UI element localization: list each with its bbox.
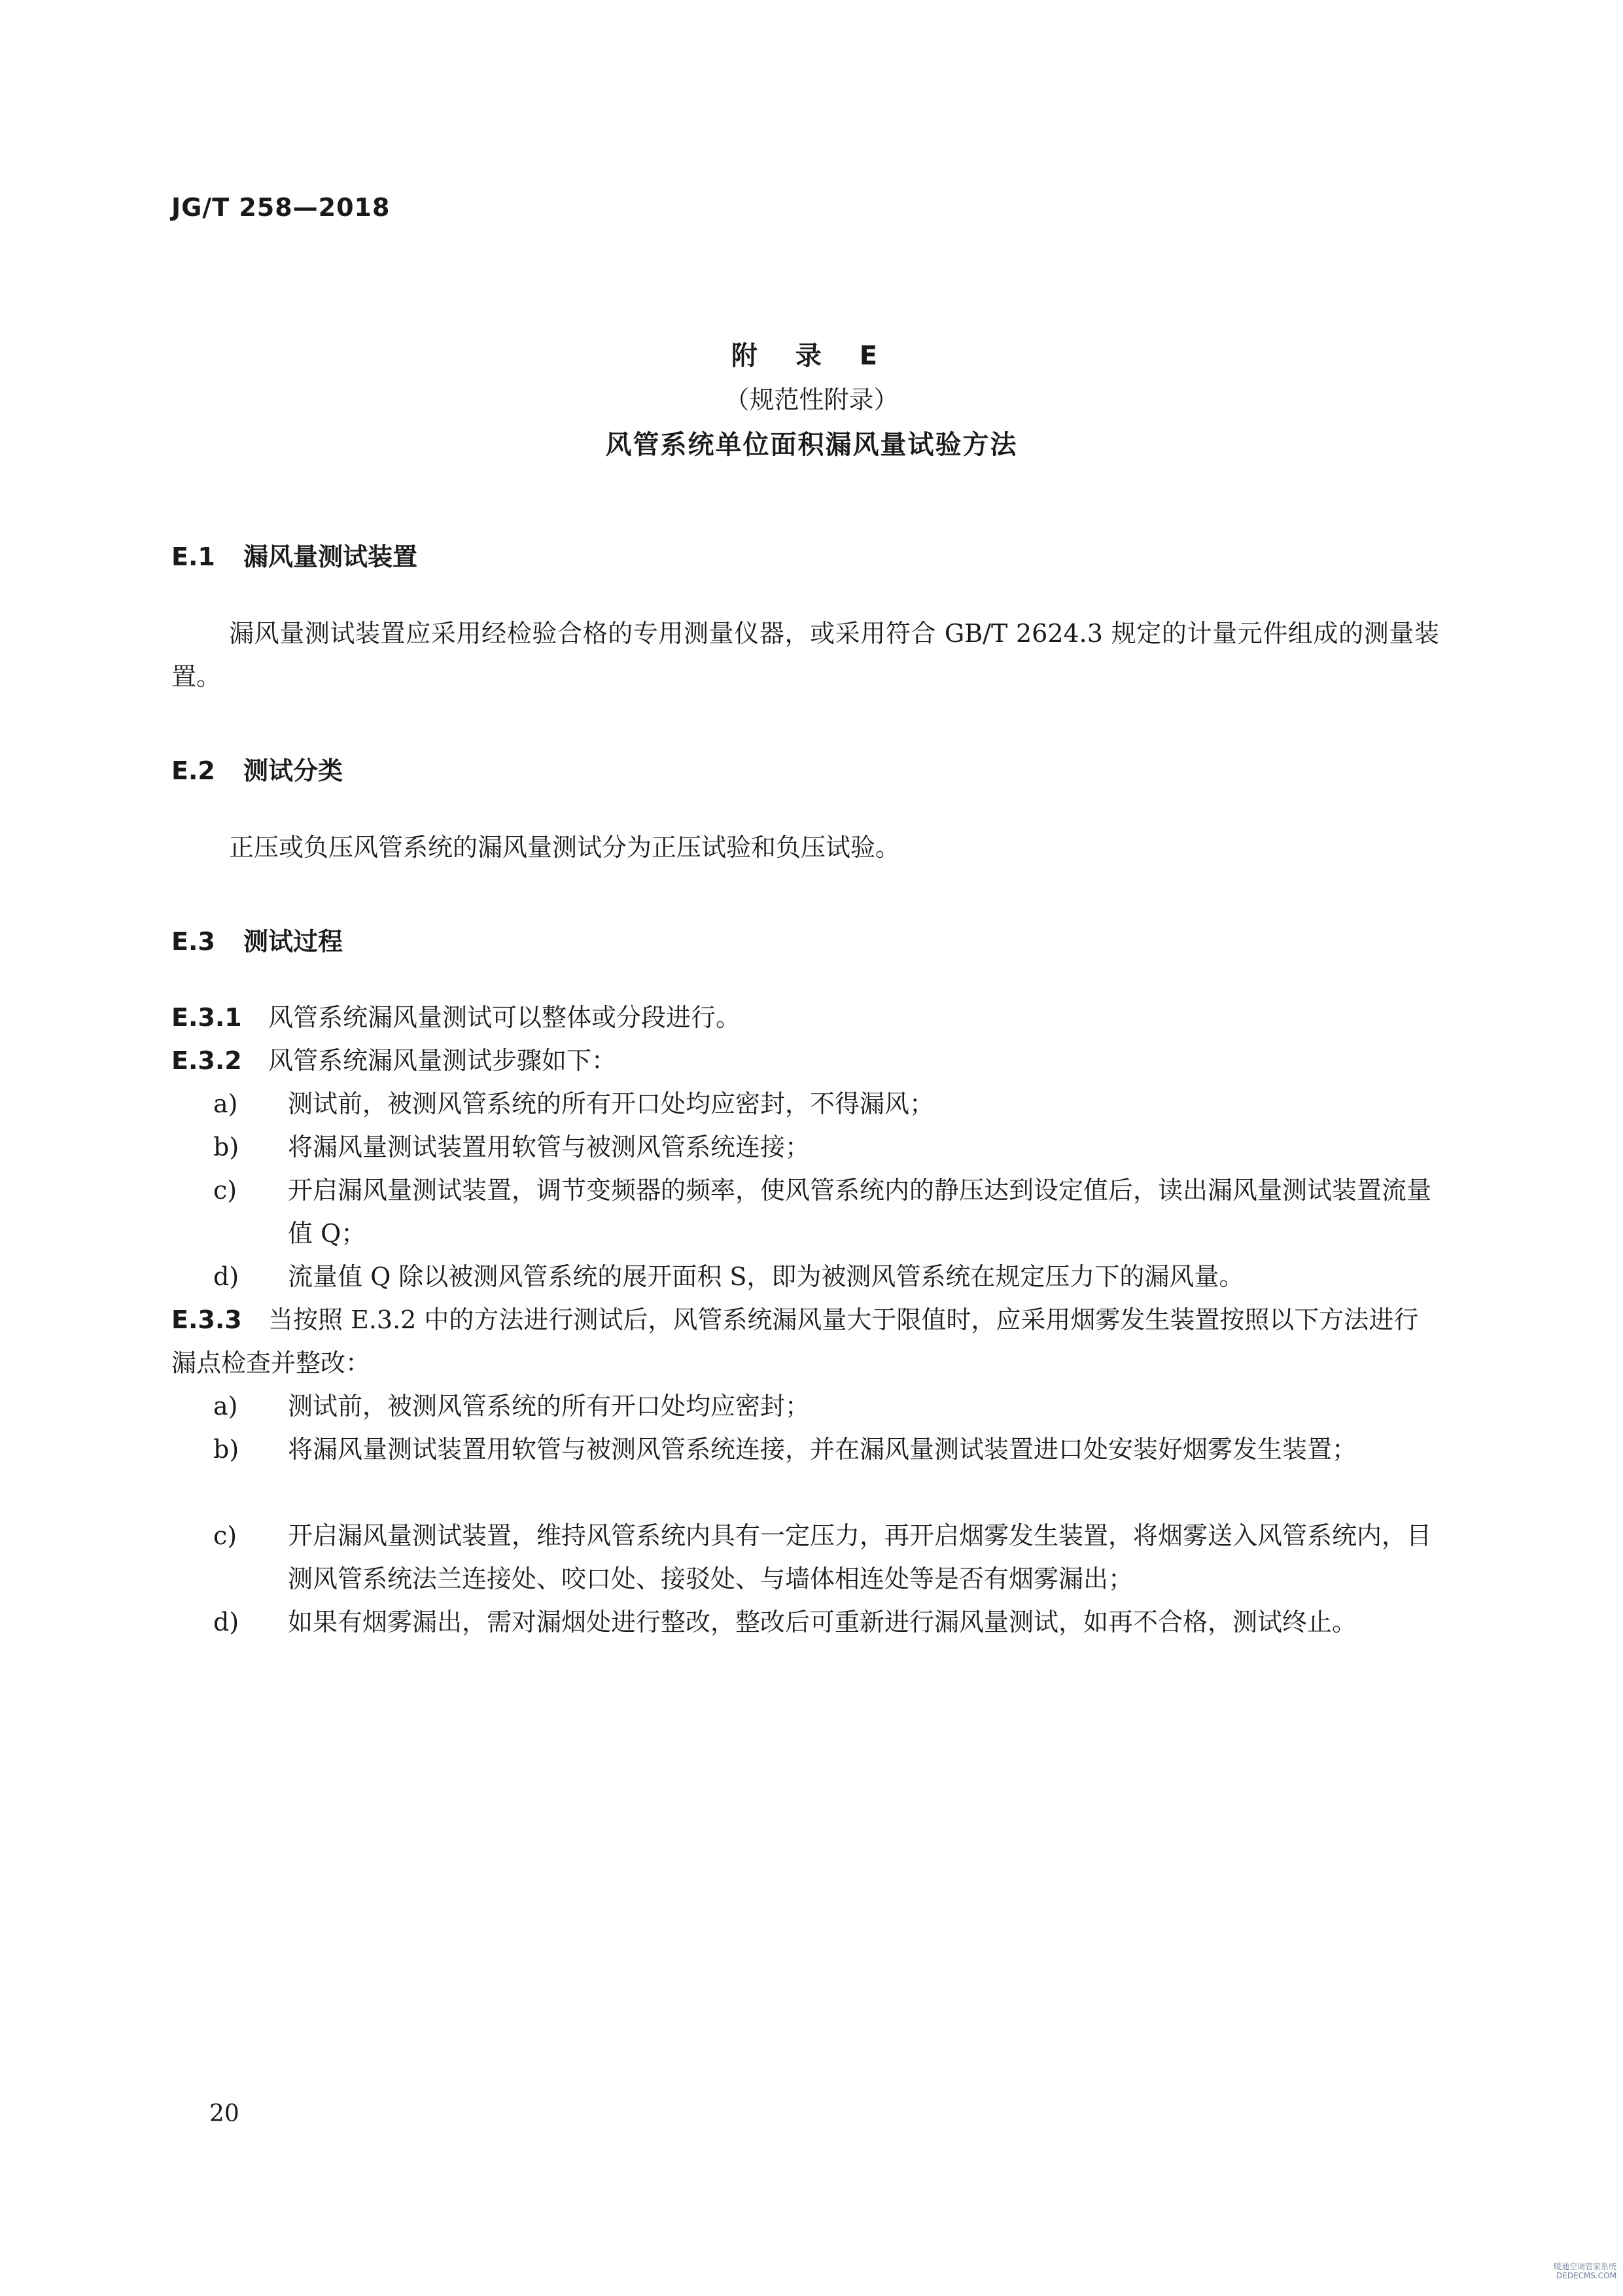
item-label: d) [213, 1608, 239, 1636]
site-watermark [1531, 2262, 1616, 2288]
section-body-e1: 漏风量测试装置应采用经检验合格的专用测量仪器，或采用符合 GB/T 2624.3 规定的计量元件组成的测量装置。 [171, 619, 1439, 691]
section-heading-e1 [171, 537, 417, 573]
clause-text: 风管系统漏风量测试步骤如下： [268, 1046, 617, 1075]
section-number: E.3 [171, 927, 215, 956]
section-heading-e3 [171, 921, 343, 957]
clause-e3-3 [171, 1298, 1439, 1385]
section-heading-e2 [171, 751, 343, 786]
clause-number: E.3.1 [171, 1003, 242, 1032]
section-number: E.1 [171, 542, 215, 571]
item-text: 测试前，被测风管系统的所有开口处均应密封，不得漏风； [288, 1089, 935, 1118]
item-text: 将漏风量测试装置用软管与被测风管系统连接，并在漏风量测试装置进口处安装好烟雾发生装置； [288, 1435, 1357, 1464]
item-label: b) [213, 1435, 239, 1464]
standard-code: JG/T 258—2018 [171, 193, 391, 222]
clause-number: E.3.2 [171, 1046, 242, 1075]
item-label: d) [213, 1262, 239, 1291]
item-label: a) [213, 1392, 238, 1421]
item-label: c) [213, 1176, 237, 1205]
item-text: 如果有烟雾漏出，需对漏烟处进行整改，整改后可重新进行漏风量测试，如再不合格，测试终止。 [288, 1608, 1357, 1636]
section-title: 漏风量测试装置 [243, 542, 418, 571]
clause-text: 当按照 E.3.2 中的方法进行测试后，风管系统漏风量大于限值时，应采用烟雾发生装置按照以下方法进行漏点检查并整改： [171, 1305, 1419, 1377]
watermark-line: 暖通空调管家系统 [1553, 2262, 1616, 2271]
appendix-type: （规范性附录） [724, 385, 899, 414]
appendix-label: 附 录 E [731, 341, 892, 371]
section-number: E.2 [171, 756, 215, 785]
list-item [213, 1385, 1439, 1428]
section-title: 测试过程 [243, 927, 343, 956]
clause-e3-1 [171, 996, 1439, 1039]
list-item [213, 1125, 1439, 1169]
item-text: 测试前，被测风管系统的所有开口处均应密封； [288, 1392, 811, 1421]
list-item [213, 1255, 1439, 1298]
list-item [213, 1428, 1439, 1471]
item-label: b) [213, 1133, 239, 1161]
item-label: c) [213, 1521, 237, 1550]
item-text: 流量值 Q 除以被测风管系统的展开面积 S，即为被测风管系统在规定压力下的漏风量。 [288, 1262, 1244, 1291]
page-number: 20 [209, 2100, 239, 2127]
clause-e3-2 [171, 1039, 1439, 1082]
list-item [213, 1600, 1439, 1644]
list-item [213, 1169, 1439, 1255]
list-item [213, 1514, 1439, 1600]
section-title: 测试分类 [243, 756, 343, 785]
item-text: 将漏风量测试装置用软管与被测风管系统连接； [288, 1133, 811, 1161]
clause-number: E.3.3 [171, 1305, 242, 1334]
item-text: 开启漏风量测试装置，维持风管系统内具有一定压力，再开启烟雾发生装置，将烟雾送入风管系统内，目测风管系统法兰连接处、咬口处、接驳处、与墙体相连处等是否有烟雾漏出； [288, 1521, 1432, 1593]
watermark-line: DEDECMS.COM [1556, 2271, 1616, 2280]
item-label: a) [213, 1089, 238, 1118]
section-body-e2: 正压或负压风管系统的漏风量测试分为正压试验和负压试验。 [229, 833, 901, 862]
item-text: 开启漏风量测试装置，调节变频器的频率，使风管系统内的静压达到设定值后，读出漏风量测试装置流量值 Q； [288, 1176, 1432, 1248]
clause-text: 风管系统漏风量测试可以整体或分段进行。 [268, 1003, 741, 1032]
list-item [213, 1082, 1439, 1125]
appendix-title: 风管系统单位面积漏风量试验方法 [605, 430, 1018, 460]
